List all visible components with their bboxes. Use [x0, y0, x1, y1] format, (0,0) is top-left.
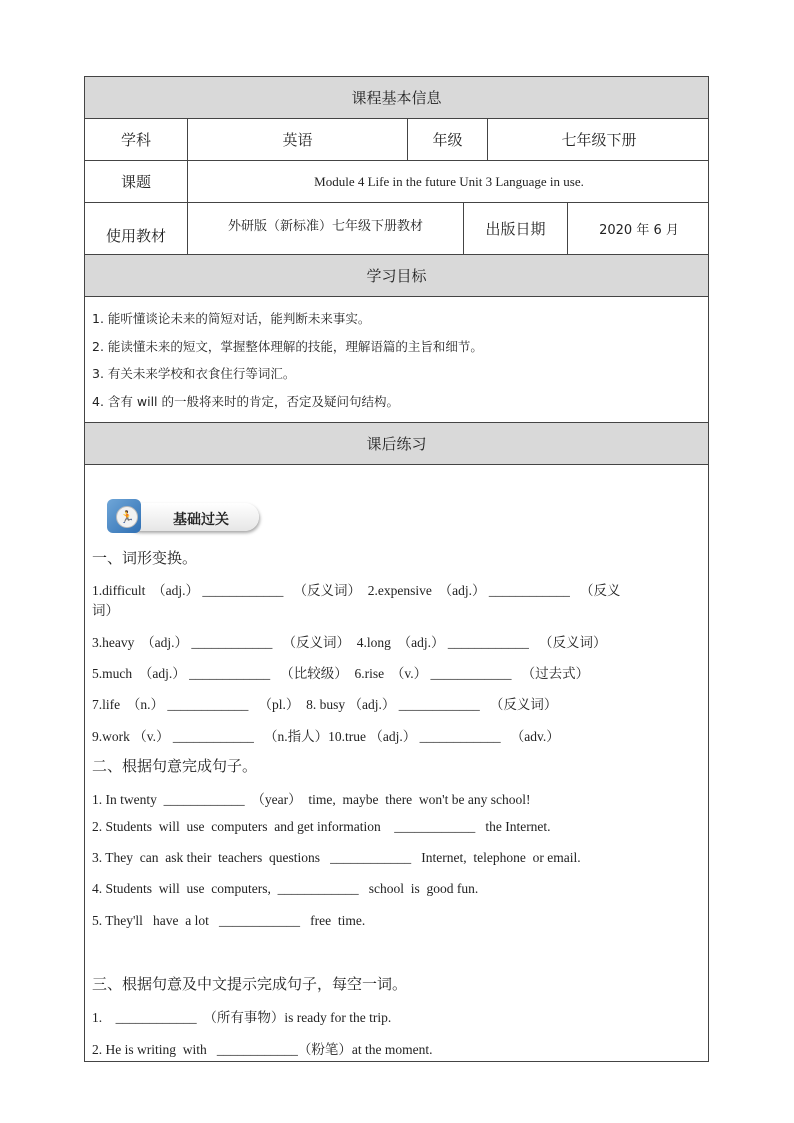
- date-label: 出版日期: [464, 203, 568, 254]
- practice-header: [85, 423, 708, 465]
- exercise-line: 4. Students will use computers, ____________ school is good fun.: [92, 881, 479, 896]
- exercise-line: 1.difficult （adj.） ____________ （反义词） 2.expensive （adj.） ____________ （反义: [92, 583, 621, 598]
- goal-item: 1. 能听懂谈论未来的简短对话，能判断未来事实。: [92, 311, 371, 326]
- topic-row: [85, 161, 708, 203]
- exercise-line: 5. They'll have a lot ____________ free time.: [92, 913, 366, 928]
- exercise-line: 1. In twenty ____________ （year） time, maybe there won't be any school!: [92, 792, 531, 807]
- grade-label: 年级: [408, 119, 488, 160]
- topic-value: Module 4 Life in the future Unit 3 Language in use.: [314, 173, 584, 189]
- badge-label: 基础过关: [173, 512, 229, 528]
- goals-body: [85, 297, 708, 423]
- document-table: [84, 76, 709, 1062]
- section1-title: 一、词形变换。: [92, 549, 198, 567]
- textbook-value: 外研版（新标准）七年级下册教材: [188, 203, 464, 254]
- date-value: 2020 年 6 月: [599, 223, 679, 238]
- exercise-line: 3.heavy （adj.） ____________ （反义词） 4.long （adj.） ____________ （反义词）: [92, 635, 607, 650]
- section3-title: 三、根据句意及中文提示完成句子，每空一词。: [92, 975, 408, 993]
- exercise-line: 9.work （v.） ____________ （n.指人）10.true （adj.） ____________ （adv.）: [92, 729, 560, 744]
- runner-icon: 🏃: [116, 506, 138, 528]
- course-info-header: [85, 77, 708, 119]
- goal-item: 3. 有关未来学校和衣食住行等词汇。: [92, 366, 296, 381]
- textbook-label: 使用教材: [85, 203, 188, 254]
- goal-item: 4. 含有 will 的一般将来时的肯定，否定及疑问句结构。: [92, 394, 399, 409]
- exercise-line: 2. He is writing with ____________（粉笔）at the moment.: [92, 1042, 433, 1057]
- subject-label: 学科: [85, 119, 188, 160]
- subject-row: [85, 119, 708, 161]
- exercise-line: 词）: [92, 603, 119, 618]
- goals-header: [85, 255, 708, 297]
- practice-title: 课后练习: [366, 435, 427, 453]
- textbook-row: [85, 203, 708, 255]
- exercise-line: 5.much （adj.） ____________ （比较级） 6.rise （v.） ____________ （过去式）: [92, 666, 590, 681]
- goals-title: 学习目标: [366, 267, 427, 285]
- subject-value: 英语: [188, 119, 408, 160]
- exercise-line: 3. They can ask their teachers questions ____________ Internet, telephone or email.: [92, 850, 581, 865]
- exercise-line: 7.life （n.） ____________ （pl.） 8. busy （adj.） ____________ （反义词）: [92, 697, 558, 712]
- grade-value: 七年级下册: [561, 131, 637, 149]
- exercise-line: 1. ____________ （所有事物）is ready for the trip.: [92, 1010, 392, 1025]
- topic-label: 课题: [85, 161, 188, 202]
- section2-title: 二、根据句意完成句子。: [92, 757, 258, 775]
- course-info-title: 课程基本信息: [351, 89, 442, 107]
- basic-level-badge: [107, 499, 259, 533]
- goal-item: 2. 能读懂未来的短文，掌握整体理解的技能，理解语篇的主旨和细节。: [92, 339, 483, 354]
- exercise-line: 2. Students will use computers and get information ____________ the Internet.: [92, 819, 551, 834]
